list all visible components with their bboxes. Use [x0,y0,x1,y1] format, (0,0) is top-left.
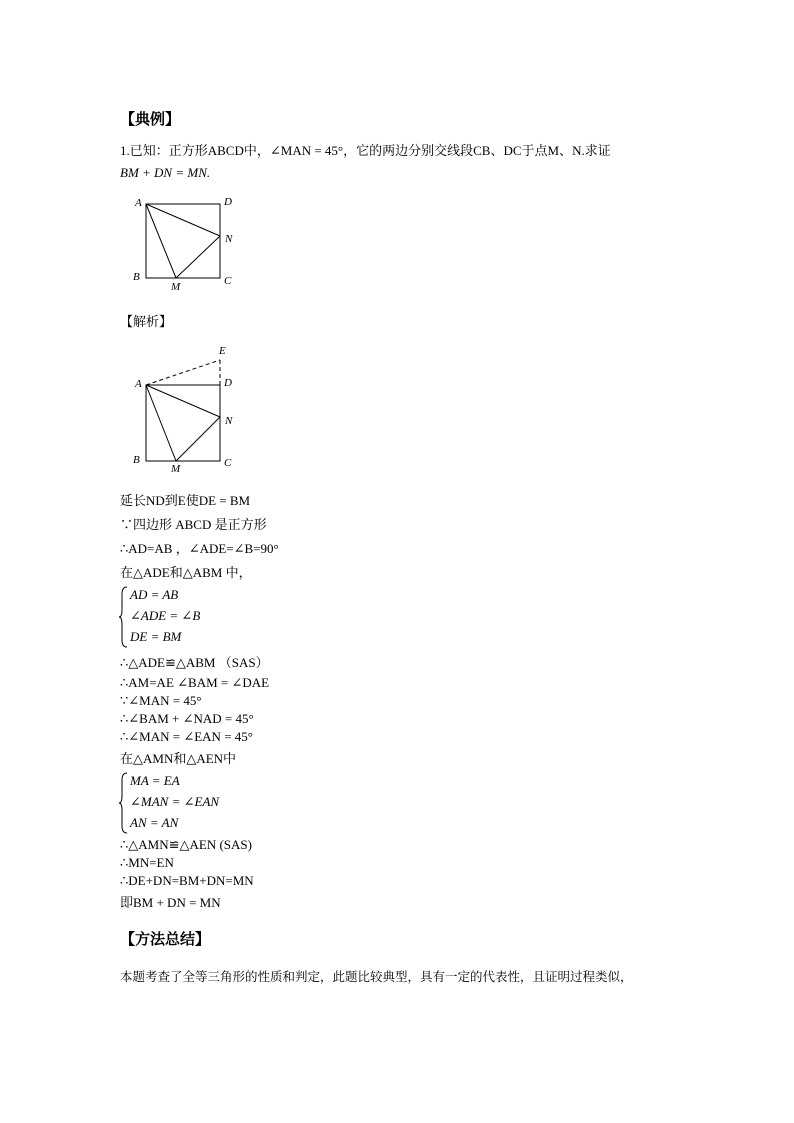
solution-line: ∴DE+DN=BM+DN=MN [120,873,254,888]
example-heading: 【典例】 [120,110,181,128]
square-abcd-2 [146,385,220,461]
system2-row: ∠MAN = ∠EAN [130,794,220,809]
brace-1 [119,586,129,648]
square-abcd [146,204,220,278]
label-b-2: B [133,454,140,466]
label-a-2: A [135,378,142,390]
solution-line: ∴∠BAM + ∠NAD = 45° [120,711,254,726]
segment-mn-2 [176,417,220,461]
label-c: C [224,275,232,287]
label-e: E [219,345,226,357]
system1-row: DE = BM [130,629,182,644]
label-d-2: D [224,377,232,389]
system1-row: ∠ADE = ∠B [130,608,201,623]
label-a: A [135,197,142,209]
solution-line: ∵∠MAN = 45° [120,693,202,708]
solution-line: 在△ADE和△ABM 中， [120,565,252,580]
label-m-2: M [171,463,181,475]
system2-row: MA = EA [130,773,180,788]
label-n-2: N [225,415,233,427]
solution-line: ∵四边形 ABCD 是正方形 [120,517,267,532]
solution-line: ∴∠MAN = ∠EAN = 45° [120,729,253,744]
solution-line: ∴△AMN≌△AEN (SAS) [120,837,252,852]
figure-square-2 [128,340,248,475]
label-n: N [225,233,233,245]
label-b: B [133,271,140,283]
label-m: M [171,281,181,293]
method-heading: 【方法总结】 [120,930,211,948]
label-c-2: C [224,457,232,469]
label-d: D [224,196,232,208]
problem-line-1: 1.已知：正方形ABCD中，∠MAN = 45°，它的两边分别交线段CB、DC于点M、N.求证 [120,143,611,158]
solution-line: ∴AM=AE ∠BAM = ∠DAE [120,675,270,690]
segment-mn [176,236,220,278]
solution-line: ∴MN=EN [120,855,174,870]
solution-line: ∴AD=AB ，∠ADE=∠B=90° [120,541,279,556]
solution-line: 即BM + DN = MN [120,895,221,910]
problem-line-2: BM + DN = MN. [120,165,211,180]
solution-line: 延长ND到E使DE = BM [120,493,251,508]
analysis-heading: 【解析】 [120,315,173,330]
system1-row: AD = AB [130,587,179,602]
solution-line: ∴△ADE≌△ABM （SAS） [120,655,269,670]
figure-square-1 [128,190,248,300]
solution-line: 在△AMN和△AEN中 [120,751,237,766]
method-text: 本题考查了全等三角形的性质和判定，此题比较典型，具有一定的代表性，且证明过程类似， [120,969,633,984]
segment-ae-dashed [146,360,220,385]
brace-2 [119,772,129,834]
system2-row: AN = AN [130,815,179,830]
